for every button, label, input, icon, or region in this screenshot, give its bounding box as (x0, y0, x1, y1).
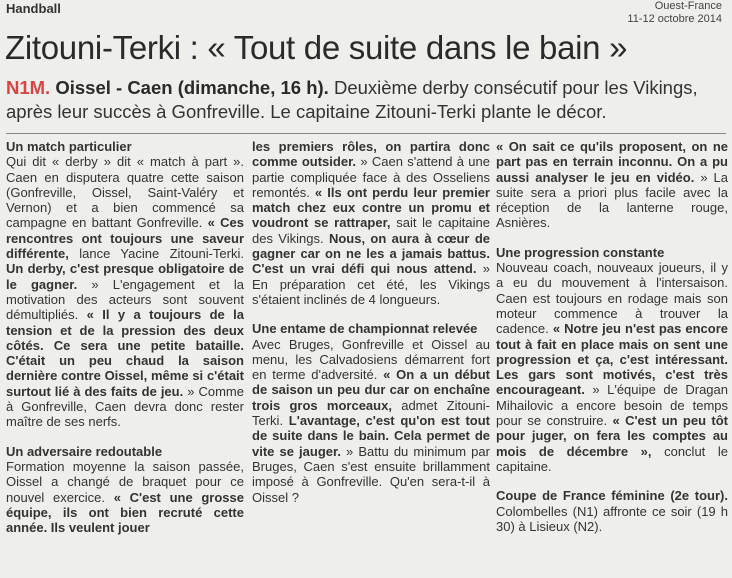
league-tag: N1M. (6, 77, 51, 98)
quote-run: « Ces rencontres ont toujours une saveur différente, (6, 215, 244, 262)
text-run: Nouveau coach, nouveaux joueurs, il y a eu du mouvement à l'intersaison. Caen est toujours en rodage mais son moteur commence à trouver la cadence. (496, 260, 728, 337)
quote-run: « C'est un peu tôt pour juger, on fera les comptes au mois de décembre », (496, 413, 728, 459)
text-run: conclut le capitaine. (496, 443, 728, 474)
quote-run: Un derby, c'est presque obligatoire de le gagner. (6, 261, 244, 292)
quote-run: Nous, on aura à cœur de gagner car on ne les a jamais battus. C'est un vrai défi qui nous attend. (252, 230, 490, 277)
paragraph (496, 488, 728, 534)
subheading: Une progression constante (496, 244, 665, 260)
spacer (496, 474, 728, 488)
quote-run: « Il y a toujours de la tension et de la pression des deux côtés. Ce sera une petite bataille. C'était un peu chaud la saison dernière contre Oissel, même si c'était surtout lié à des faits de jeu. (6, 307, 244, 399)
text-run: sait le capitaine des Vikings. (252, 215, 490, 246)
text-run: » Caen s'attend à une partie compliquée face à des Osseliens remontés. (252, 154, 490, 200)
column-3 (496, 139, 728, 534)
text-run: lance Yacine Zitouni-Terki. (79, 246, 244, 262)
section-rubric: Handball (6, 1, 61, 16)
quote-run: « On a un début de saison un peu dur car on enchaîne trois gros morceaux, (252, 367, 490, 413)
text-run: » Battu du minimum par Bruges, Caen s'est ensuite brillamment imposé à Gonfreville. Qu'en sera-t-il à Oissel ? (252, 443, 490, 505)
subheading: Un adversaire redoutable (6, 443, 163, 459)
text-run: » La suite sera a priori plus facile avec la réception de la lanterne rouge, Asnières. (496, 169, 728, 231)
source-info (627, 0, 722, 26)
text-run: admet Zitouni-Terki. (252, 397, 490, 429)
paragraph (496, 139, 728, 231)
source-date: 11-12 octobre 2014 (627, 13, 722, 25)
lead-text: Deuxième derby consécutif pour les Vikings, après leur succès à Gonfreville. Le capitaine Zitouni-Terki plante le décor. (6, 77, 698, 122)
text-run: » En préparation cet été, les Vikings s'étaient inclinés de 4 longueurs. (252, 261, 490, 307)
column-1 (6, 139, 244, 535)
text-run: Avec Bruges, Gonfreville et Oissel au menu, les Calvadosiens démarrent fort en terme d'adversité. (252, 336, 490, 383)
separator-rule (6, 133, 726, 134)
quote-run: « Ils ont perdu leur premier match chez eux contre un promu et voudront se rattraper, (252, 184, 490, 231)
quote-run: « C'est une grosse équipe, ils ont bien recruté cette année. Ils veulent jouer (6, 489, 244, 536)
paragraph (6, 459, 244, 535)
spacer (6, 430, 244, 444)
text-run: » L'engagement et la motivation des acteurs sont souvent démultipliés. (6, 276, 244, 323)
text-run: Qui dit « derby » dit « match à part ». Caen en disputera quatre cette saison (Gonfreville, Oissel, Saint-Valéry et Vernon) et a bien commencé sa campagne en battant Gonfreville. (6, 154, 244, 231)
paragraph (252, 337, 490, 505)
text-run: » L'équipe de Dragan Mihailovic a encore besoin de temps pour se construire. (496, 382, 728, 429)
quote-run: « Notre jeu n'est pas encore tout à fait en place mais on sent une progression et ça, c'est intéressant. Les gars sont motivés, c'est très encourageant. (496, 321, 728, 398)
article-headline: Zitouni-Terki : « Tout de suite dans le bain » (5, 29, 628, 66)
text-run: Colombelles (N1) affronte ce soir (19 h 30) à Lisieux (N2). (496, 503, 728, 534)
subheading: Une entame de championnat relevée (252, 321, 478, 337)
subheading: Un match particulier (6, 139, 132, 154)
quote-run: les premiers rôles, on partira donc comme outsider. (252, 139, 490, 170)
paragraph (6, 154, 244, 429)
brief-heading: Coupe de France féminine (2e tour). (496, 488, 728, 504)
spacer (496, 231, 728, 245)
paragraph (496, 260, 728, 474)
column-2 (252, 139, 490, 505)
quote-run: « On sait ce qu'ils proposent, on ne part pas en terrain inconnu. On a pu aussi analyser le jeu en vidéo. (496, 139, 728, 185)
article-lead (6, 76, 724, 124)
text-run: » Comme à Gonfreville, Caen devra donc rester maître de ses nerfs. (6, 383, 244, 430)
spacer (252, 307, 490, 321)
quote-run: L'avantage, c'est qu'on est tout de suite dans le bain. Cela permet de vite se jauger. (252, 413, 490, 459)
match-info: Oissel - Caen (dimanche, 16 h). (55, 77, 329, 98)
source-newspaper: Ouest-France (654, 0, 722, 12)
paragraph (252, 139, 490, 307)
text-run: Formation moyenne la saison passée, Oissel a changé de braquet pour ce nouvel exercice. (6, 458, 244, 505)
